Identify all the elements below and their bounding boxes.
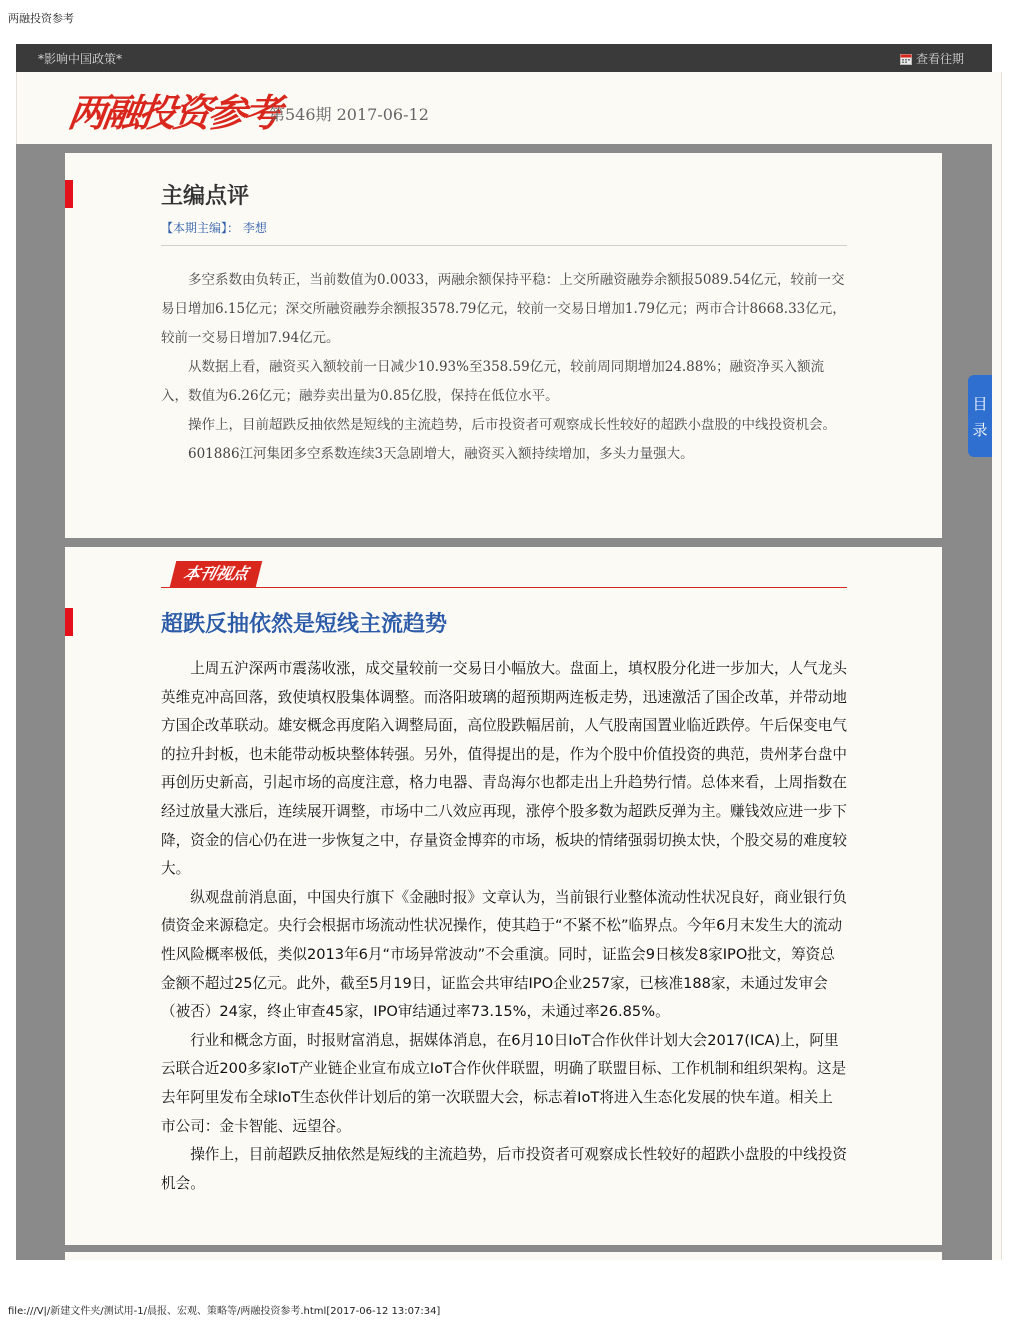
slogan-text: *影响中国政策* (38, 52, 123, 66)
editor-summary (161, 266, 847, 469)
view-history-link[interactable] (900, 50, 964, 67)
summary-paragraph: 操作上，目前超跌反抽依然是短线的主流趋势，后市投资者可观察成长性较好的超跌小盘股的中线投资机会。 (188, 417, 836, 433)
article-title: 超跌反抽依然是短线主流趋势 (161, 611, 448, 637)
toc-tab-button[interactable] (968, 375, 992, 457)
calendar-icon (900, 53, 912, 65)
viewpoint-card (65, 547, 942, 1245)
article-paragraph: 上周五沪深两市震荡收涨，成交量较前一交易日小幅放大。盘面上，填权股分化进一步加大，人气龙头英维克冲高回落，致使填权股集体调整。而洛阳玻璃的超预期两连板走势，迅速激活了国企改革，并带动地方国企改革联动。雄安概念再度陷入调整局面，高位股跌幅居前，人气股南国置业临近跌停。午后保变电气的拉升封板，也未能带动板块整体转强。另外，值得提出的是，作为个股中价值投资的典范，贵州茅台盘中再创历史新高，引起市场的高度注意，格力电器、青岛海尔也都走出上升趋势行情。总体来看，上周指数在经过放量大涨后，连续展开调整，市场中二八效应再现，涨停个股多数为超跌反弹为主。赚钱效应进一步下降，资金的信心仍在进一步恢复之中，存量资金博弈的市场，板块的情绪强弱切换太快，个股交易的难度较大。 (161, 660, 847, 878)
article-paragraph: 行业和概念方面，时报财富消息，据媒体消息，在6月10日IoT合作伙伴计划大会2017(ICA)上，阿里云联合近200多家IoT产业链企业宣布成立IoT合作伙伴联盟，明确了联盟目标、工作机制和组织架构。这是去年阿里发布全球IoT生态伙伴计划后的第一次联盟大会，标志着IoT将进入生态化发展的快车道。相关上市公司：金卡智能、远望谷。 (161, 1031, 847, 1135)
summary-paragraph: 从数据上看，融资买入额较前一日减少10.93%至358.59亿元，较前周同期增加24.88%；融资净买入额流入，数值为6.26亿元；融券卖出量为0.85亿股，保持在低位水平。 (161, 359, 825, 404)
section-marker (65, 608, 73, 636)
issue-info: 第546期 2017-06-12 (269, 105, 429, 124)
editor-label: 【本期主编】： (161, 221, 240, 235)
masthead (16, 72, 1002, 144)
content-right-strip (992, 144, 1002, 1260)
editor-name: 李想 (242, 221, 267, 235)
section-title: 主编点评 (161, 183, 250, 209)
toc-tab-label: 目 (972, 395, 988, 413)
divider (161, 245, 847, 246)
article-paragraph: 纵观盘前消息面，中国央行旗下《金融时报》文章认为，当前银行业整体流动性状况良好，商业银行负债资金来源稳定。央行会根据市场流动性状况操作，使其趋于“不紧不松”临界点。今年6月末发生大的流动性风险概率极低，类似2013年6月“市场异常波动”不会重演。同时，证监会9日核发8家IPO批文，筹资总金额不超过25亿元。此外，截至5月19日，证监会共审结IPO企业257家，已核准188家，未通过发审会（被否）24家，终止审查45家，IPO审结通过率73.15%，未通过率26.85%。 (161, 888, 847, 1021)
article-paragraph: 操作上，目前超跌反抽依然是短线的主流趋势，后市投资者可观察成长性较好的超跌小盘股的中线投资机会。 (161, 1146, 847, 1192)
print-footer-path: file:///V|/新建文件夹/测试用-1/晨报、宏观、策略等/两融投资参考.html[2017-06-12 13:07:34] (8, 1306, 441, 1317)
site-logo[interactable]: 两融投资参考 (65, 91, 282, 135)
article-body (161, 655, 847, 1198)
section-marker (65, 180, 73, 208)
editor-comment-card (65, 153, 942, 538)
next-card-edge (65, 1252, 942, 1260)
browser-page-title: 两融投资参考 (8, 12, 74, 25)
summary-paragraph: 601886江河集团多空系数连续3天急剧增大，融资买入额持续增加，多头力量强大。 (188, 446, 694, 462)
top-bar (16, 44, 992, 72)
badge-rule (161, 587, 847, 588)
toc-tab-label: 录 (972, 421, 988, 439)
viewpoint-badge: 本刊视点 (170, 561, 262, 587)
summary-paragraph: 多空系数由负转正，当前数值为0.0033，两融余额保持平稳：上交所融资融券余额报5089.54亿元，较前一交易日增加6.15亿元；深交所融资融券余额报3578.79亿元，较前一交易日增加1.79亿元；两市合计8668.33亿元，较前一交易日增加7.94亿元。 (161, 272, 846, 346)
view-history-label: 查看往期 (915, 52, 964, 66)
editor-line (161, 219, 267, 236)
